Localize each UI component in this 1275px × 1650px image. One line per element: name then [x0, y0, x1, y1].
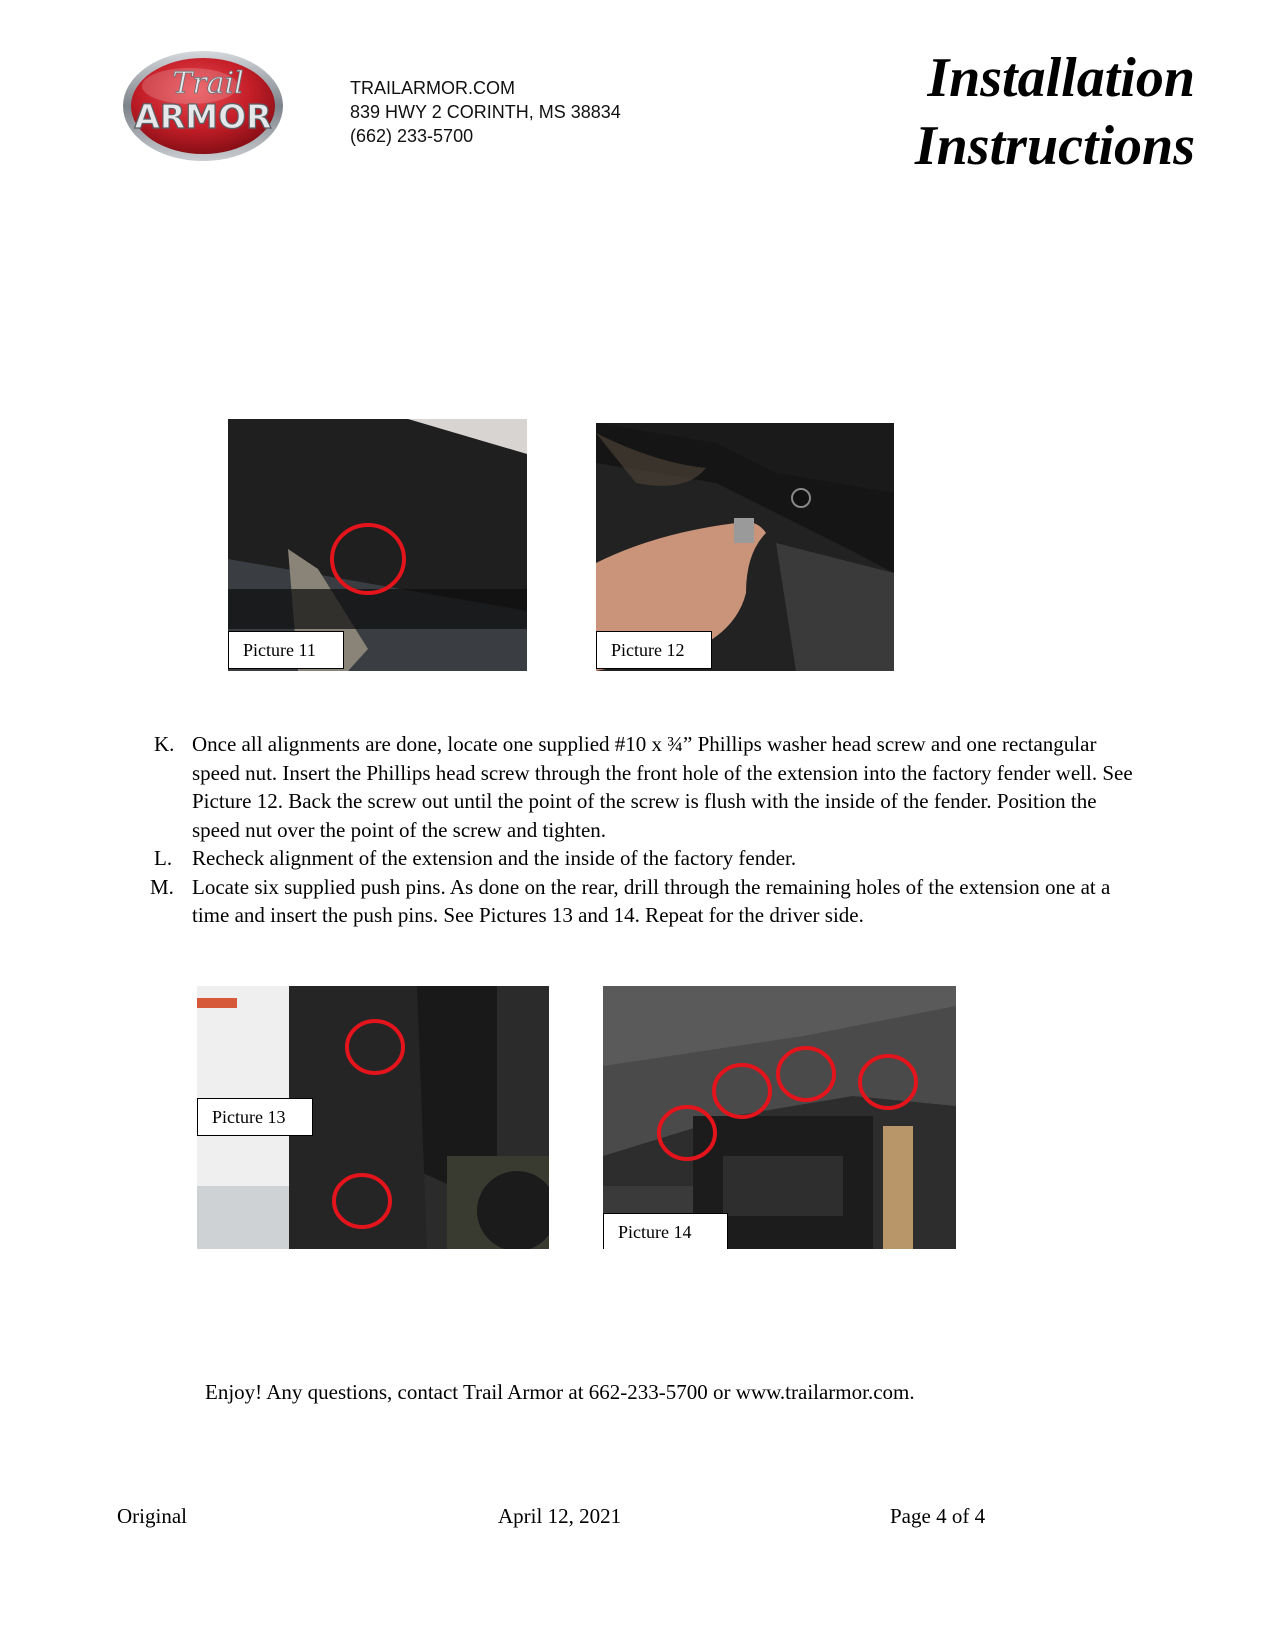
closing-note: Enjoy! Any questions, contact Trail Armor at 662-233-5700 or www.trailarmor.com.: [205, 1380, 915, 1404]
step-text: Locate six supplied push pins. As done on the rear, drill through the remaining holes of the extension one at a time and insert the push pins. See Pictures 13 and 14. Repeat for the driver side.: [192, 874, 1111, 927]
title-line-1: Installation: [927, 47, 1195, 109]
svg-text:ARMOR: ARMOR: [134, 97, 272, 136]
title-line-2: Instructions: [914, 115, 1195, 177]
svg-text:Trail: Trail: [172, 66, 244, 101]
picture-11-photo: [228, 419, 527, 671]
company-info: [350, 76, 621, 148]
picture-13-photo: [197, 986, 549, 1249]
footer-page-number: Page 4 of 4: [890, 1504, 986, 1528]
footer-revision: Original: [117, 1504, 187, 1528]
step-k: [150, 730, 1140, 844]
picture-14-photo: [603, 986, 956, 1249]
company-address: 839 HWY 2 CORINTH, MS 38834: [350, 102, 621, 122]
step-l: [150, 844, 1140, 873]
logo-badge-icon: [120, 48, 286, 164]
step-text: Recheck alignment of the extension and the inside of the factory fender.: [192, 846, 797, 870]
step-text: Once all alignments are done, locate one supplied #10 x ¾” Phillips washer head screw and one rectangular speed nut. Insert the Phillips head screw through the front hole of the extension into the factory fender well. See Picture 12. Back the screw out until the point of the screw is flush with the inside of the fender. Position the speed nut over the point of the screw and tighten.: [192, 732, 1133, 842]
step-letter: M.: [150, 874, 174, 899]
footer-date: April 12, 2021: [498, 1504, 622, 1528]
instruction-steps: [150, 730, 1140, 930]
step-letter: K.: [154, 732, 175, 756]
trail-armor-logo: [120, 48, 286, 164]
picture-14-caption: Picture 14: [603, 1213, 728, 1249]
step-letter: L.: [154, 846, 173, 870]
step-m: [150, 873, 1140, 930]
picture-12-caption: Picture 12: [596, 631, 712, 669]
document-title: [915, 44, 1195, 180]
picture-12-photo: [596, 423, 894, 671]
company-phone: (662) 233-5700: [350, 126, 474, 146]
picture-13-caption: Picture 13: [197, 1098, 313, 1136]
company-website: TRAILARMOR.COM: [350, 78, 516, 98]
picture-11-caption: Picture 11: [228, 631, 344, 669]
